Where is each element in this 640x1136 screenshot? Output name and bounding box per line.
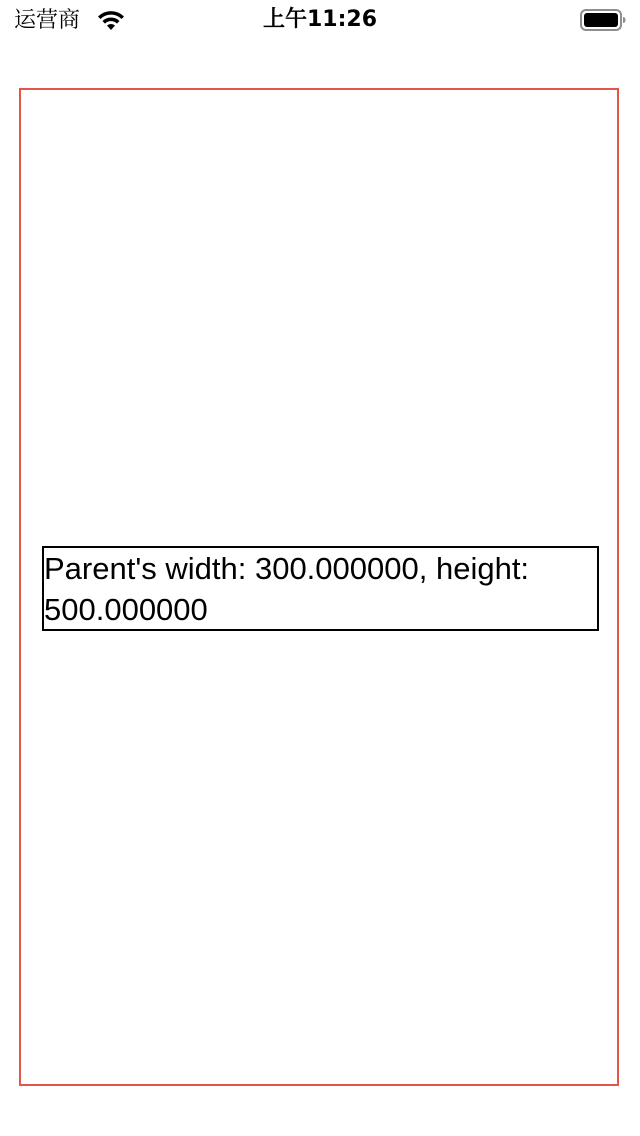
carrier-name: 运营商 — [14, 8, 81, 33]
battery-icon — [580, 9, 626, 31]
status-bar — [0, 0, 640, 40]
size-label-box — [42, 546, 599, 631]
status-time: 上午11:26 — [262, 7, 378, 32]
size-label: Parent's width: 300.000000, height: 500.000000 — [44, 551, 530, 627]
